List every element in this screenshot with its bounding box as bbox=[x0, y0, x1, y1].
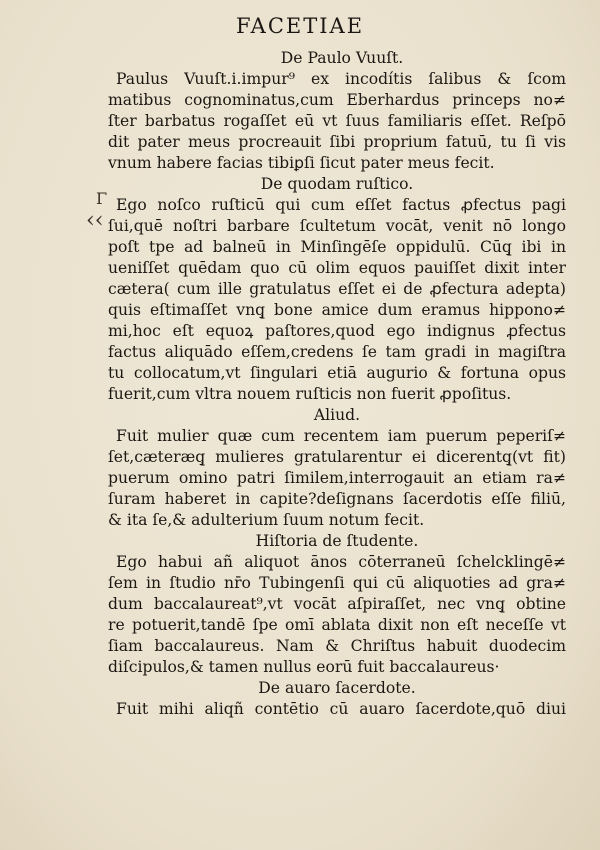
text-line: ſem in ſtudio nr̄o Tubingenſi qui cū aliquoties ad gra≠ bbox=[108, 574, 566, 592]
text-line: cætera( cum ille gratulatus eſſet ei de ꝓfectura adepta) bbox=[108, 280, 566, 298]
text-line: ſuram haberet in capite?deſignans ſacerdotis eſſe filiū, bbox=[108, 490, 566, 508]
text-line: quis eſtimaſſet vnq̧ bone amice dum eramus hippono≠ bbox=[108, 301, 566, 319]
text-line: ſui,quē noſtri barbare ſcultetum vocāt, venit nō longo bbox=[108, 217, 566, 235]
text-line: mi,hoc eſt equoꝝ paſtores,quod ego indignus ꝓfectus bbox=[108, 322, 566, 340]
text-line: vnum habere facias tibiꝑſi ſicut pater meus fecit. bbox=[108, 154, 495, 172]
text-line: Fuit mulier quæ cum recentem iam puerum peperiſ≠ bbox=[116, 427, 566, 445]
text-line: Paulus Vuuſt.i.impur⁹ ex incodítis ſalibus & ſcom bbox=[116, 70, 566, 88]
text-line: factus aliquādo eſſem,credens ſe tam gradi in magiſtra bbox=[108, 343, 566, 361]
text-line: ſiam baccalaureus. Nam & Chriſtus habuit duodecim bbox=[108, 637, 566, 655]
text-line: Fuit mihi aliqñ contētio cū auaro ſacerdote,quō diui bbox=[116, 700, 566, 718]
text-line: ſter barbatus rogaſſet eū vt ſuus familiaris eſſet. Reſpō bbox=[108, 112, 566, 130]
text-line: ueniſſet quēdam quo cū olim equos pauiſſet dixit inter bbox=[108, 259, 566, 277]
section-heading: De auaro ſacerdote. bbox=[258, 679, 416, 697]
section-heading: De quodam ruſtico. bbox=[260, 175, 414, 193]
section-heading: De Paulo Vuuſt. bbox=[280, 49, 404, 67]
text-line: puerum omino patri ſimilem,interrogauit an etiam ra≠ bbox=[108, 469, 566, 487]
text-line: poſt tpe ad balneū in Minſingēſe oppidulū. Cūq̧ ibi in bbox=[108, 238, 566, 256]
text-line: fuerit,cum vltra nouem ruſticis non fuerit ꝓpoſitus. bbox=[108, 385, 512, 403]
text-line: & ita ſe,& adulterium ſuum notum fecit. bbox=[108, 511, 425, 529]
text-line: dum baccalaureat⁹,vt vocāt aſpiraſſet, nec vnq̧ obtine bbox=[108, 595, 566, 613]
text-line: diſcipulos,& tamen nullus eorū fuit baccalaureus· bbox=[108, 658, 500, 676]
text-line: ſet,cæteræq̧ mulieres gratularentur ei dicerentq̧(vt fit) bbox=[108, 448, 566, 466]
text-line: tu collocatum,vt ſingulari etiā augurio & fortuna opus bbox=[108, 364, 566, 382]
running-title: FACETIAE bbox=[235, 14, 365, 38]
margin-pointer: ‹‹ bbox=[86, 208, 104, 233]
text-line: dit pater meus procreauit ſibi proprium fatuū, tu ſi vis bbox=[108, 133, 566, 151]
body-text bbox=[108, 48, 566, 720]
section-heading: Hiſtoria de ſtudente. bbox=[255, 532, 419, 550]
section-heading: Aliud. bbox=[313, 406, 361, 424]
text-line: Ego noſco ruſticū qui cum eſſet factus ꝓfectus pagi bbox=[116, 196, 566, 214]
margin-mark: Γ bbox=[96, 189, 108, 208]
text-line: re potuerit,tandē ſpe omī ablata dixit non eſt neceſſe vt bbox=[108, 616, 566, 634]
text-line: Ego habui añ aliquot ānos cōterraneū ſchelcklingē≠ bbox=[116, 553, 566, 571]
text-line: matibus cognominatus,cum Eberhardus princeps no≠ bbox=[108, 91, 566, 109]
